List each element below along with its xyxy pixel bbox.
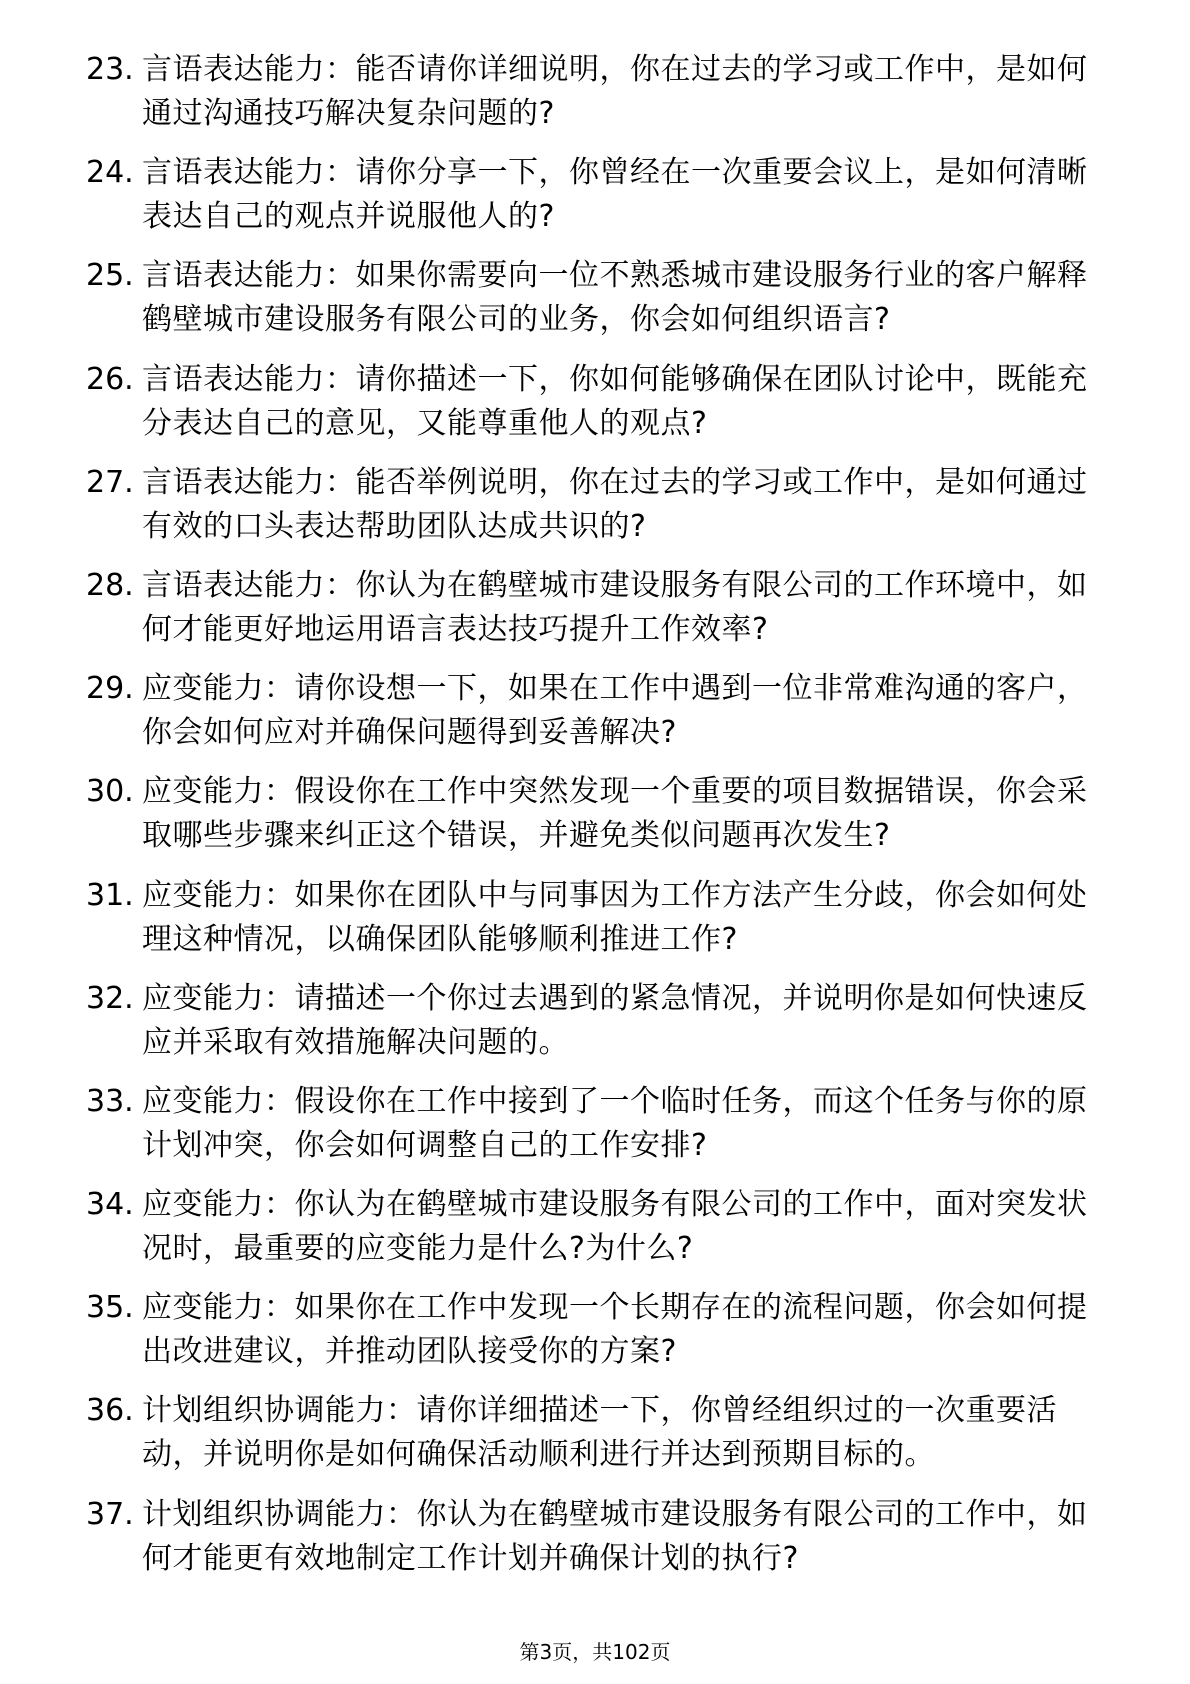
question-item — [86, 254, 1111, 357]
question-number: 37. — [86, 1496, 134, 1532]
question-number: 34. — [86, 1187, 134, 1223]
question-item — [86, 770, 1111, 873]
question-text: 应变能力：如果你在工作中发现一个长期存在的流程问题，你会如何提出改进建议，并推动团队接受你的方案? — [142, 1290, 1088, 1370]
question-number: 26. — [86, 361, 134, 397]
question-item — [86, 461, 1111, 564]
question-item — [86, 1286, 1111, 1389]
question-text: 言语表达能力：你认为在鹤壁城市建设服务有限公司的工作环境中，如何才能更好地运用语言表达技巧提升工作效率? — [142, 567, 1088, 647]
question-item — [86, 1080, 1111, 1183]
question-item — [86, 564, 1111, 667]
question-text: 应变能力：你认为在鹤壁城市建设服务有限公司的工作中，面对突发状况时，最重要的应变能力是什么?为什么? — [142, 1187, 1088, 1267]
question-number: 31. — [86, 877, 134, 913]
question-item — [86, 667, 1111, 770]
question-number: 29. — [86, 671, 134, 707]
question-number: 35. — [86, 1290, 134, 1326]
question-number: 23. — [86, 52, 134, 87]
question-text: 应变能力：假设你在工作中突然发现一个重要的项目数据错误，你会采取哪些步骤来纠正这个错误，并避免类似问题再次发生? — [142, 774, 1088, 854]
question-number: 24. — [86, 155, 134, 191]
question-number: 33. — [86, 1083, 134, 1119]
question-item — [86, 1389, 1111, 1492]
question-text: 言语表达能力：如果你需要向一位不熟悉城市建设服务行业的客户解释鹤壁城市建设服务有限公司的业务，你会如何组织语言? — [142, 258, 1088, 338]
question-number: 27. — [86, 464, 134, 500]
question-number: 28. — [86, 567, 134, 603]
question-item — [86, 358, 1111, 461]
question-item — [86, 874, 1111, 977]
question-list — [86, 48, 1111, 1596]
question-text: 言语表达能力：能否请你详细说明，你在过去的学习或工作中，是如何通过沟通技巧解决复杂问题的? — [142, 52, 1088, 131]
question-number: 32. — [86, 980, 134, 1016]
question-text: 计划组织协调能力：你认为在鹤壁城市建设服务有限公司的工作中，如何才能更有效地制定工作计划并确保计划的执行? — [142, 1496, 1088, 1576]
question-item — [86, 151, 1111, 254]
question-number: 25. — [86, 258, 134, 294]
question-item — [86, 977, 1111, 1080]
question-text: 应变能力：请描述一个你过去遇到的紧急情况，并说明你是如何快速反应并采取有效措施解决问题的。 — [142, 980, 1088, 1060]
question-text: 言语表达能力：能否举例说明，你在过去的学习或工作中，是如何通过有效的口头表达帮助团队达成共识的? — [142, 464, 1088, 544]
question-text: 言语表达能力：请你分享一下，你曾经在一次重要会议上，是如何清晰表达自己的观点并说服他人的? — [142, 155, 1088, 235]
question-text: 应变能力：假设你在工作中接到了一个临时任务，而这个任务与你的原计划冲突，你会如何调整自己的工作安排? — [142, 1083, 1088, 1163]
question-text: 计划组织协调能力：请你详细描述一下，你曾经组织过的一次重要活动，并说明你是如何确保活动顺利进行并达到预期目标的。 — [142, 1393, 1057, 1473]
question-item — [86, 1183, 1111, 1286]
question-item — [86, 1493, 1111, 1596]
question-item — [86, 48, 1111, 151]
page-footer — [0, 1638, 1190, 1666]
page-number: 第3页，共102页 — [519, 1640, 671, 1664]
question-number: 36. — [86, 1393, 134, 1429]
question-text: 言语表达能力：请你描述一下，你如何能够确保在团队讨论中，既能充分表达自己的意见，又能尊重他人的观点? — [142, 361, 1088, 441]
question-text: 应变能力：请你设想一下，如果在工作中遇到一位非常难沟通的客户，你会如何应对并确保问题得到妥善解决? — [142, 671, 1088, 751]
question-number: 30. — [86, 774, 134, 810]
question-text: 应变能力：如果你在团队中与同事因为工作方法产生分歧，你会如何处理这种情况，以确保团队能够顺利推进工作? — [142, 877, 1088, 957]
